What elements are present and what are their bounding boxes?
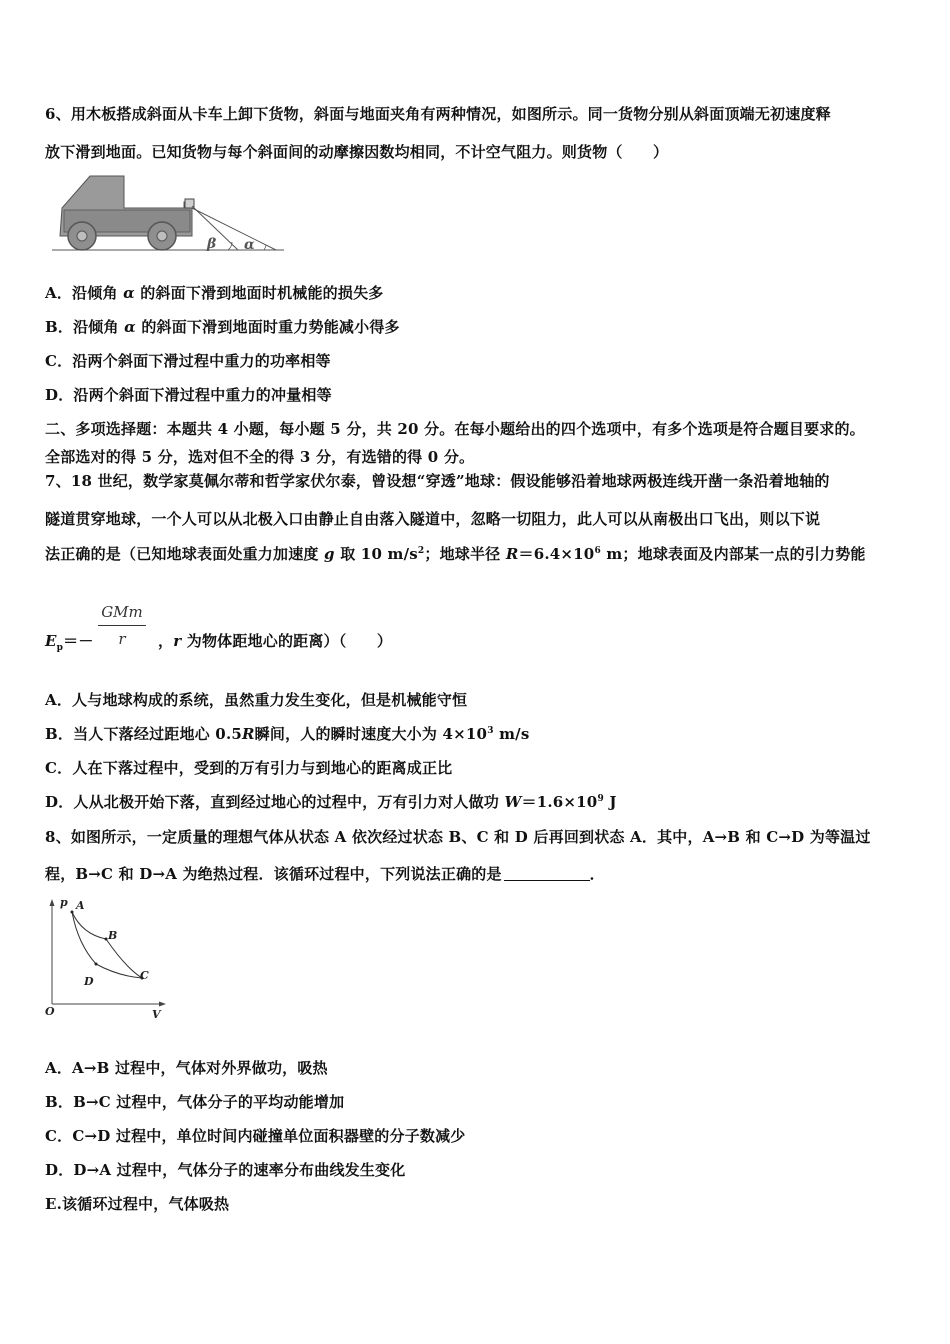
q8-option-b[interactable]: B．B→C 过程中，气体分子的平均动能增加 <box>45 1093 345 1111</box>
state-label-a: A <box>76 899 85 912</box>
q6-option-b[interactable]: B．沿倾角 α 的斜面下滑到地面时重力势能减小得多 <box>45 318 400 336</box>
section2-heading-line-1: 二、多项选择题：本题共 4 小题，每小题 5 分，共 20 分。在每小题给出的四个选项中，有多个选项是符合题目要求的。 <box>45 420 865 438</box>
state-label-c: C <box>140 969 149 982</box>
q7-stem-line-1: 7、18 世纪，数学家莫佩尔蒂和哲学家伏尔泰，曾设想“穿透”地球：假设能够沿着地球两极连线开凿一条沿着地轴的 <box>45 472 830 490</box>
q7-option-c[interactable]: C．人在下落过程中，受到的万有引力与到地心的距离成正比 <box>45 759 453 777</box>
q8-option-c[interactable]: C．C→D 过程中，单位时间内碰撞单位面积器壁的分子数减少 <box>45 1127 466 1145</box>
q8-stem-line-1: 8、如图所示，一定质量的理想气体从状态 A 依次经过状态 B、C 和 D 后再回到状态 A．其中，A→B 和 C→D 为等温过 <box>45 828 871 846</box>
beta-label: β <box>207 236 217 252</box>
q8-option-d[interactable]: D．D→A 过程中，气体分子的速率分布曲线发生变化 <box>45 1161 406 1179</box>
answer-blank[interactable] <box>504 866 590 881</box>
q8-stem-line-2: 程，B→C 和 D→A 为绝热过程．该循环过程中，下列说法正确的是 ． <box>45 865 605 883</box>
q7-formula-tail: ，r 为物体距地心的距离）（ ） <box>158 632 393 650</box>
q7-option-b[interactable]: B．当人下落经过距地心 0.5R瞬间，人的瞬时速度大小为 $4\times 10^3$ m/s <box>45 725 530 743</box>
q6-option-a[interactable]: A．沿倾角 α 的斜面下滑到地面时机械能的损失多 <box>45 284 384 302</box>
alpha-symbol: α <box>123 284 135 302</box>
q7-option-a[interactable]: A．人与地球构成的系统，虽然重力发生变化，但是机械能守恒 <box>45 691 468 709</box>
q6-stem-line-1: 6、用木板搭成斜面从卡车上卸下货物，斜面与地面夹角有两种情况，如图所示。同一货物分别从斜面顶端无初速度释 <box>45 105 831 123</box>
state-label-d: D <box>84 975 94 988</box>
q6-truck-figure <box>52 170 288 260</box>
q7-formula: $E_p=-$ <box>45 632 94 653</box>
q7-stem-line-3: 法正确的是（已知地球表面处重力加速度 g 取 10 $m/s^2$；地球半径 $R=6.4\times 10^6$ m；地球表面及内部某一点的引力势能 <box>45 545 866 563</box>
q7-option-d[interactable]: D．人从北极开始下落，直到经过地心的过程中，万有引力对人做功 $W=1.6\times 10^9$ J <box>45 793 617 811</box>
q6-option-c[interactable]: C．沿两个斜面下滑过程中重力的功率相等 <box>45 352 331 370</box>
q8-option-e[interactable]: E.该循环过程中，气体吸热 <box>45 1195 230 1213</box>
alpha-label: α <box>244 237 255 253</box>
q8-option-a[interactable]: A．A→B 过程中，气体对外界做功，吸热 <box>45 1059 328 1077</box>
origin-label: O <box>45 1005 55 1018</box>
axis-label-v: V <box>152 1008 161 1021</box>
q8-pv-diagram <box>40 892 170 1022</box>
alpha-symbol: α <box>124 318 136 336</box>
q6-stem-line-2: 放下滑到地面。已知货物与每个斜面间的动摩擦因数均相同，不计空气阻力。则货物（ ） <box>45 143 669 161</box>
axis-label-p: p <box>60 896 68 909</box>
q7-formula-fraction: GMm r <box>98 603 146 648</box>
state-label-b: B <box>108 929 118 942</box>
section2-heading-line-2: 全部选对的得 5 分，选对但不全的得 3 分，有选错的得 0 分。 <box>45 448 475 466</box>
q7-stem-line-2: 隧道贯穿地球，一个人可以从北极入口由静止自由落入隧道中，忽略一切阻力，此人可以从南极出口飞出，则以下说 <box>45 510 821 528</box>
q6-option-d[interactable]: D．沿两个斜面下滑过程中重力的冲量相等 <box>45 386 332 404</box>
